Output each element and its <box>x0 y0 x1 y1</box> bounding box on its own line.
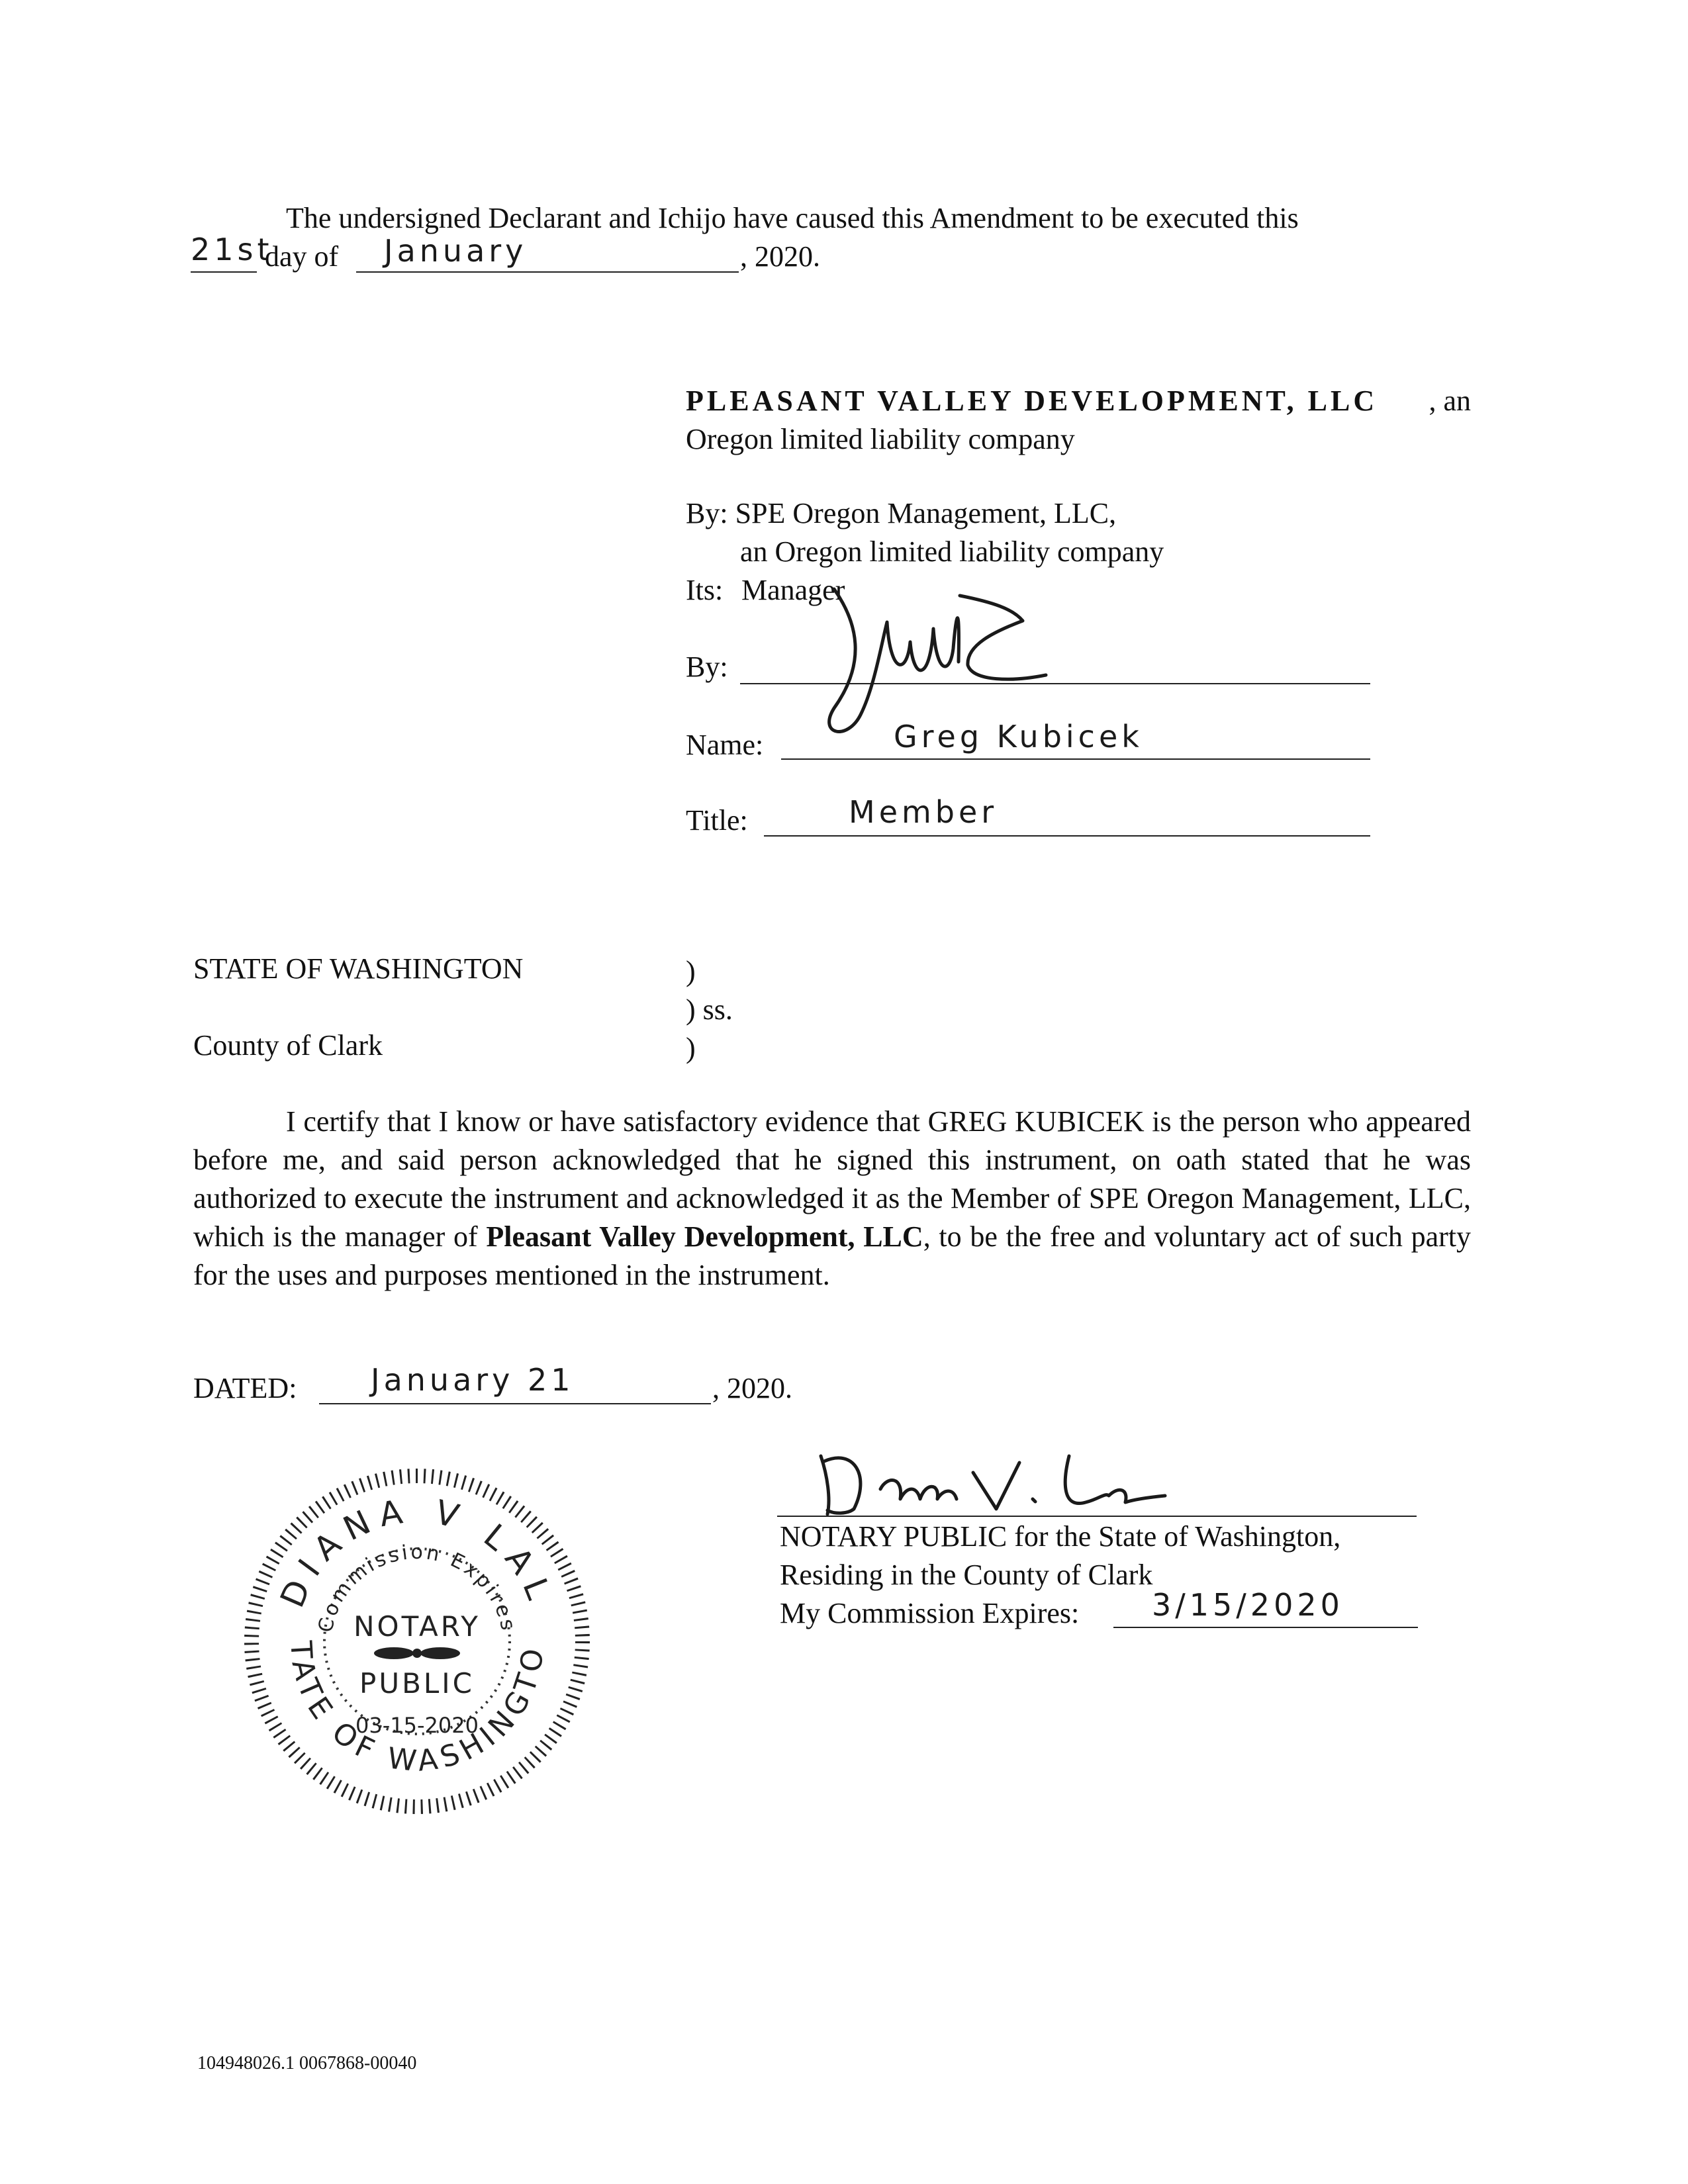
its-label: Its: <box>686 574 724 606</box>
seal-commission: Commission Expires <box>314 1540 520 1635</box>
company-name: PLEASANT VALLEY DEVELOPMENT, LLC <box>686 385 1378 417</box>
by-label: By: <box>686 651 728 683</box>
company-desc: Oregon limited liability company <box>686 423 1075 455</box>
ack-text-after: , to be the free and voluntary act of such party for the uses and purposes mentioned in the instrument. <box>193 1220 1471 1291</box>
notary-signature-line <box>777 1516 1417 1517</box>
seal-state: STATE OF WASHINGTON <box>231 1443 551 1779</box>
notary-expires-handwritten: 3/15/2020 <box>1152 1587 1344 1623</box>
by-line-2: an Oregon limited liability company <box>740 535 1164 568</box>
execution-month-handwritten: January <box>384 233 528 269</box>
dated-label: DATED: <box>193 1372 297 1404</box>
notary-seal-icon <box>231 1443 589 1813</box>
name-underline <box>781 758 1370 760</box>
dated-year-suffix: , 2020. <box>712 1372 792 1404</box>
company-line <box>686 383 1471 420</box>
seal-public: PUBLIC <box>359 1667 475 1700</box>
seal-name: DIANA V LAL <box>273 1491 561 1614</box>
its-value: Manager <box>741 574 845 606</box>
notary-line-3: My Commission Expires: <box>780 1597 1080 1629</box>
title-underline <box>764 835 1370 837</box>
seal-date: 03-15-2020 <box>355 1713 479 1738</box>
dated-handwritten: January 21 <box>371 1362 575 1398</box>
notary-line-1: NOTARY PUBLIC for the State of Washington, <box>780 1520 1341 1553</box>
execution-month-underline <box>356 271 739 273</box>
venue-ss: ) ss. <box>686 993 733 1026</box>
venue-paren-1: ) <box>686 955 696 987</box>
execution-year-suffix: , 2020. <box>740 240 820 273</box>
venue-county: County of Clark <box>193 1029 383 1062</box>
name-label: Name: <box>686 729 764 761</box>
ack-bold-entity: Pleasant Valley Development, LLC <box>486 1220 923 1253</box>
company-suffix: , an <box>1429 385 1471 417</box>
execution-line-1: The undersigned Declarant and Ichijo have caused this Amendment to be executed this <box>286 202 1299 234</box>
acknowledgment-paragraph <box>193 1103 1471 1295</box>
name-handwritten: Greg Kubicek <box>894 719 1143 754</box>
by-line-1: By: SPE Oregon Management, LLC, <box>686 497 1117 529</box>
venue-state: STATE OF WASHINGTON <box>193 952 524 985</box>
notary-signature <box>808 1436 1178 1522</box>
seal-notary: NOTARY <box>353 1610 481 1643</box>
execution-day-underline <box>191 271 257 273</box>
venue-paren-3: ) <box>686 1032 696 1064</box>
title-handwritten: Member <box>849 794 998 830</box>
notary-expires-underline <box>1113 1627 1418 1628</box>
dated-underline <box>319 1403 711 1404</box>
execution-day-handwritten: 21st <box>191 232 273 267</box>
footer-doc-number: 104948026.1 0067868-00040 <box>197 2053 417 2073</box>
title-label: Title: <box>686 804 748 837</box>
ack-text-before: I certify that I know or have satisfactory evidence that GREG KUBICEK is the person who appeared before me, and said person acknowledged that he signed this instrument, on oath stated that he was authorized to execute the instrument and acknowledged it as the Member of SPE Oregon Management, LLC, which is the manager of <box>193 1105 1471 1253</box>
execution-day-of-label: day of <box>265 240 339 273</box>
notary-line-2: Residing in the County of Clark <box>780 1559 1153 1591</box>
